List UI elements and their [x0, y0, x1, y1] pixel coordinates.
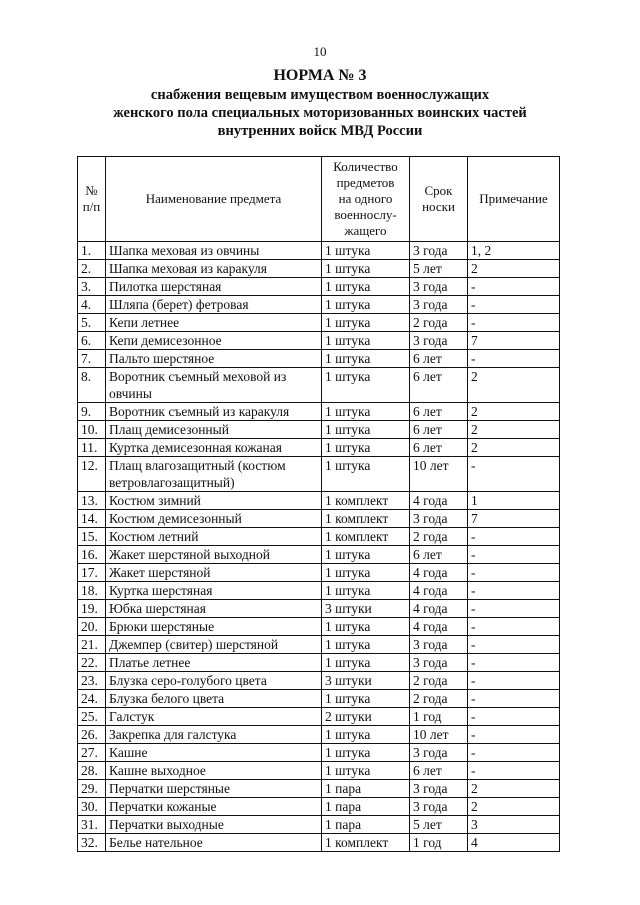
- table-row: [78, 798, 560, 816]
- wear-term: 6 лет: [410, 439, 468, 457]
- item-note: 7: [468, 510, 560, 528]
- item-quantity: 1 штука: [322, 421, 410, 439]
- item-name: Перчатки шерстяные: [106, 780, 322, 798]
- item-name: Брюки шерстяные: [106, 618, 322, 636]
- table-row: [78, 546, 560, 564]
- item-note: 1: [468, 492, 560, 510]
- table-row: [78, 582, 560, 600]
- row-number: 7.: [78, 350, 106, 368]
- norm-table: [77, 156, 560, 852]
- item-name: Плащ демисезонный: [106, 421, 322, 439]
- item-quantity: 1 штука: [322, 546, 410, 564]
- item-name: Воротник съемный меховой из овчины: [106, 368, 322, 403]
- subtitle-line: женского пола специальных моторизованных воинских частей: [113, 105, 527, 121]
- document-heading: [60, 66, 580, 140]
- table-row: [78, 600, 560, 618]
- item-name: Юбка шерстяная: [106, 600, 322, 618]
- item-note: -: [468, 296, 560, 314]
- wear-term: 3 года: [410, 636, 468, 654]
- item-quantity: 1 штука: [322, 618, 410, 636]
- row-number: 30.: [78, 798, 106, 816]
- item-note: -: [468, 708, 560, 726]
- header-note: Примечание: [468, 157, 560, 242]
- row-number: 32.: [78, 834, 106, 852]
- item-quantity: 1 пара: [322, 816, 410, 834]
- header-item-name: Наименование предмета: [106, 157, 322, 242]
- item-note: -: [468, 726, 560, 744]
- item-quantity: 1 штука: [322, 350, 410, 368]
- wear-term: 6 лет: [410, 403, 468, 421]
- wear-term: 2 года: [410, 672, 468, 690]
- item-quantity: 1 комплект: [322, 528, 410, 546]
- item-name: Кепи летнее: [106, 314, 322, 332]
- item-quantity: 1 штука: [322, 368, 410, 403]
- page-number: 10: [313, 44, 327, 59]
- wear-term: 3 года: [410, 780, 468, 798]
- wear-term: 2 года: [410, 314, 468, 332]
- item-name: Кашне: [106, 744, 322, 762]
- row-number: 23.: [78, 672, 106, 690]
- table-row: [78, 492, 560, 510]
- table-body: [78, 242, 560, 852]
- item-name: Шапка меховая из овчины: [106, 242, 322, 260]
- item-note: -: [468, 618, 560, 636]
- item-name: Платье летнее: [106, 654, 322, 672]
- item-note: -: [468, 546, 560, 564]
- wear-term: 5 лет: [410, 816, 468, 834]
- table-row: [78, 242, 560, 260]
- item-name: Воротник съемный из каракуля: [106, 403, 322, 421]
- header-number: № п/п: [78, 157, 106, 242]
- item-note: -: [468, 350, 560, 368]
- table-row: [78, 350, 560, 368]
- item-note: -: [468, 528, 560, 546]
- item-name: Костюм демисезонный: [106, 510, 322, 528]
- item-quantity: 1 штука: [322, 278, 410, 296]
- item-quantity: 1 штука: [322, 582, 410, 600]
- item-note: -: [468, 457, 560, 492]
- item-quantity: 1 комплект: [322, 492, 410, 510]
- item-note: 2: [468, 260, 560, 278]
- table-row: [78, 690, 560, 708]
- table-row: [78, 510, 560, 528]
- table-row: [78, 332, 560, 350]
- item-quantity: 1 штука: [322, 726, 410, 744]
- item-note: -: [468, 672, 560, 690]
- row-number: 11.: [78, 439, 106, 457]
- row-number: 12.: [78, 457, 106, 492]
- item-quantity: 1 штука: [322, 744, 410, 762]
- wear-term: 10 лет: [410, 457, 468, 492]
- table-header-row: [78, 157, 560, 242]
- item-quantity: 3 штуки: [322, 672, 410, 690]
- wear-term: 2 года: [410, 528, 468, 546]
- table-row: [78, 368, 560, 403]
- item-name: Джемпер (свитер) шерстяной: [106, 636, 322, 654]
- item-quantity: 1 комплект: [322, 834, 410, 852]
- item-quantity: 1 штука: [322, 457, 410, 492]
- table-row: [78, 672, 560, 690]
- row-number: 1.: [78, 242, 106, 260]
- item-note: 2: [468, 439, 560, 457]
- table-row: [78, 762, 560, 780]
- row-number: 22.: [78, 654, 106, 672]
- row-number: 21.: [78, 636, 106, 654]
- row-number: 31.: [78, 816, 106, 834]
- item-note: -: [468, 600, 560, 618]
- item-quantity: 1 штука: [322, 762, 410, 780]
- wear-term: 6 лет: [410, 762, 468, 780]
- item-name: Закрепка для галстука: [106, 726, 322, 744]
- item-quantity: 1 штука: [322, 439, 410, 457]
- row-number: 9.: [78, 403, 106, 421]
- item-quantity: 1 штука: [322, 332, 410, 350]
- item-quantity: 1 штука: [322, 242, 410, 260]
- item-name: Шляпа (берет) фетровая: [106, 296, 322, 314]
- item-name: Блузка белого цвета: [106, 690, 322, 708]
- item-note: 3: [468, 816, 560, 834]
- table-row: [78, 654, 560, 672]
- wear-term: 1 год: [410, 708, 468, 726]
- item-name: Белье нательное: [106, 834, 322, 852]
- item-name: Шапка меховая из каракуля: [106, 260, 322, 278]
- item-name: Перчатки кожаные: [106, 798, 322, 816]
- item-name: Блузка серо-голубого цвета: [106, 672, 322, 690]
- item-quantity: 1 пара: [322, 798, 410, 816]
- wear-term: 4 года: [410, 564, 468, 582]
- item-note: -: [468, 690, 560, 708]
- item-quantity: 1 штука: [322, 690, 410, 708]
- item-note: 2: [468, 403, 560, 421]
- item-note: -: [468, 314, 560, 332]
- table-row: [78, 457, 560, 492]
- wear-term: 6 лет: [410, 350, 468, 368]
- row-number: 13.: [78, 492, 106, 510]
- row-number: 14.: [78, 510, 106, 528]
- wear-term: 4 года: [410, 582, 468, 600]
- item-quantity: 1 штука: [322, 403, 410, 421]
- subtitle-line: снабжения вещевым имуществом военнослужащих: [150, 87, 490, 103]
- row-number: 18.: [78, 582, 106, 600]
- item-name: Жакет шерстяной: [106, 564, 322, 582]
- table-row: [78, 636, 560, 654]
- item-note: 2: [468, 798, 560, 816]
- item-note: -: [468, 654, 560, 672]
- norm-title: НОРМА № 3: [273, 67, 367, 84]
- row-number: 10.: [78, 421, 106, 439]
- row-number: 16.: [78, 546, 106, 564]
- table-row: [78, 421, 560, 439]
- item-note: 2: [468, 421, 560, 439]
- item-name: Кепи демисезонное: [106, 332, 322, 350]
- item-note: 2: [468, 780, 560, 798]
- item-quantity: 1 штука: [322, 314, 410, 332]
- table-row: [78, 278, 560, 296]
- wear-term: 3 года: [410, 242, 468, 260]
- wear-term: 6 лет: [410, 546, 468, 564]
- wear-term: 3 года: [410, 744, 468, 762]
- wear-term: 3 года: [410, 278, 468, 296]
- item-quantity: 1 комплект: [322, 510, 410, 528]
- item-note: -: [468, 582, 560, 600]
- row-number: 28.: [78, 762, 106, 780]
- row-number: 5.: [78, 314, 106, 332]
- item-name: Жакет шерстяной выходной: [106, 546, 322, 564]
- row-number: 15.: [78, 528, 106, 546]
- row-number: 24.: [78, 690, 106, 708]
- row-number: 2.: [78, 260, 106, 278]
- item-note: -: [468, 744, 560, 762]
- item-quantity: 1 штука: [322, 296, 410, 314]
- item-quantity: 3 штуки: [322, 600, 410, 618]
- row-number: 3.: [78, 278, 106, 296]
- table-row: [78, 744, 560, 762]
- wear-term: 10 лет: [410, 726, 468, 744]
- item-quantity: 1 штука: [322, 636, 410, 654]
- item-quantity: 2 штуки: [322, 708, 410, 726]
- wear-term: 4 года: [410, 492, 468, 510]
- item-note: -: [468, 564, 560, 582]
- item-name: Пилотка шерстяная: [106, 278, 322, 296]
- row-number: 26.: [78, 726, 106, 744]
- item-name: Кашне выходное: [106, 762, 322, 780]
- item-quantity: 1 пара: [322, 780, 410, 798]
- item-note: 4: [468, 834, 560, 852]
- row-number: 29.: [78, 780, 106, 798]
- wear-term: 1 год: [410, 834, 468, 852]
- table-row: [78, 528, 560, 546]
- row-number: 25.: [78, 708, 106, 726]
- item-quantity: 1 штука: [322, 564, 410, 582]
- item-note: 7: [468, 332, 560, 350]
- header-wear-term: Срок носки: [410, 157, 468, 242]
- row-number: 4.: [78, 296, 106, 314]
- item-quantity: 1 штука: [322, 654, 410, 672]
- wear-term: 3 года: [410, 798, 468, 816]
- item-name: Галстук: [106, 708, 322, 726]
- row-number: 20.: [78, 618, 106, 636]
- table-row: [78, 726, 560, 744]
- item-name: Плащ влагозащитный (костюм ветровлагозащитный): [106, 457, 322, 492]
- subtitle-line: внутренних войск МВД России: [217, 123, 423, 139]
- row-number: 19.: [78, 600, 106, 618]
- wear-term: 3 года: [410, 510, 468, 528]
- table-row: [78, 260, 560, 278]
- table-row: [78, 439, 560, 457]
- table-row: [78, 564, 560, 582]
- item-name: Куртка шерстяная: [106, 582, 322, 600]
- item-name: Костюм зимний: [106, 492, 322, 510]
- item-note: -: [468, 762, 560, 780]
- table-row: [78, 708, 560, 726]
- table-row: [78, 618, 560, 636]
- wear-term: 4 года: [410, 600, 468, 618]
- row-number: 6.: [78, 332, 106, 350]
- table-row: [78, 834, 560, 852]
- item-note: -: [468, 636, 560, 654]
- wear-term: 6 лет: [410, 368, 468, 403]
- wear-term: 5 лет: [410, 260, 468, 278]
- row-number: 27.: [78, 744, 106, 762]
- wear-term: 4 года: [410, 618, 468, 636]
- item-name: Перчатки выходные: [106, 816, 322, 834]
- table-row: [78, 296, 560, 314]
- wear-term: 3 года: [410, 296, 468, 314]
- row-number: 8.: [78, 368, 106, 403]
- table-row: [78, 314, 560, 332]
- item-note: -: [468, 278, 560, 296]
- wear-term: 6 лет: [410, 421, 468, 439]
- table-row: [78, 816, 560, 834]
- wear-term: 3 года: [410, 332, 468, 350]
- row-number: 17.: [78, 564, 106, 582]
- item-name: Куртка демисезонная кожаная: [106, 439, 322, 457]
- item-note: 1, 2: [468, 242, 560, 260]
- item-note: 2: [468, 368, 560, 403]
- item-name: Пальто шерстяное: [106, 350, 322, 368]
- header-quantity: Количество предметов на одного военнослу- жащего: [322, 157, 410, 242]
- item-name: Костюм летний: [106, 528, 322, 546]
- item-quantity: 1 штука: [322, 260, 410, 278]
- table-row: [78, 780, 560, 798]
- wear-term: 2 года: [410, 690, 468, 708]
- table-row: [78, 403, 560, 421]
- wear-term: 3 года: [410, 654, 468, 672]
